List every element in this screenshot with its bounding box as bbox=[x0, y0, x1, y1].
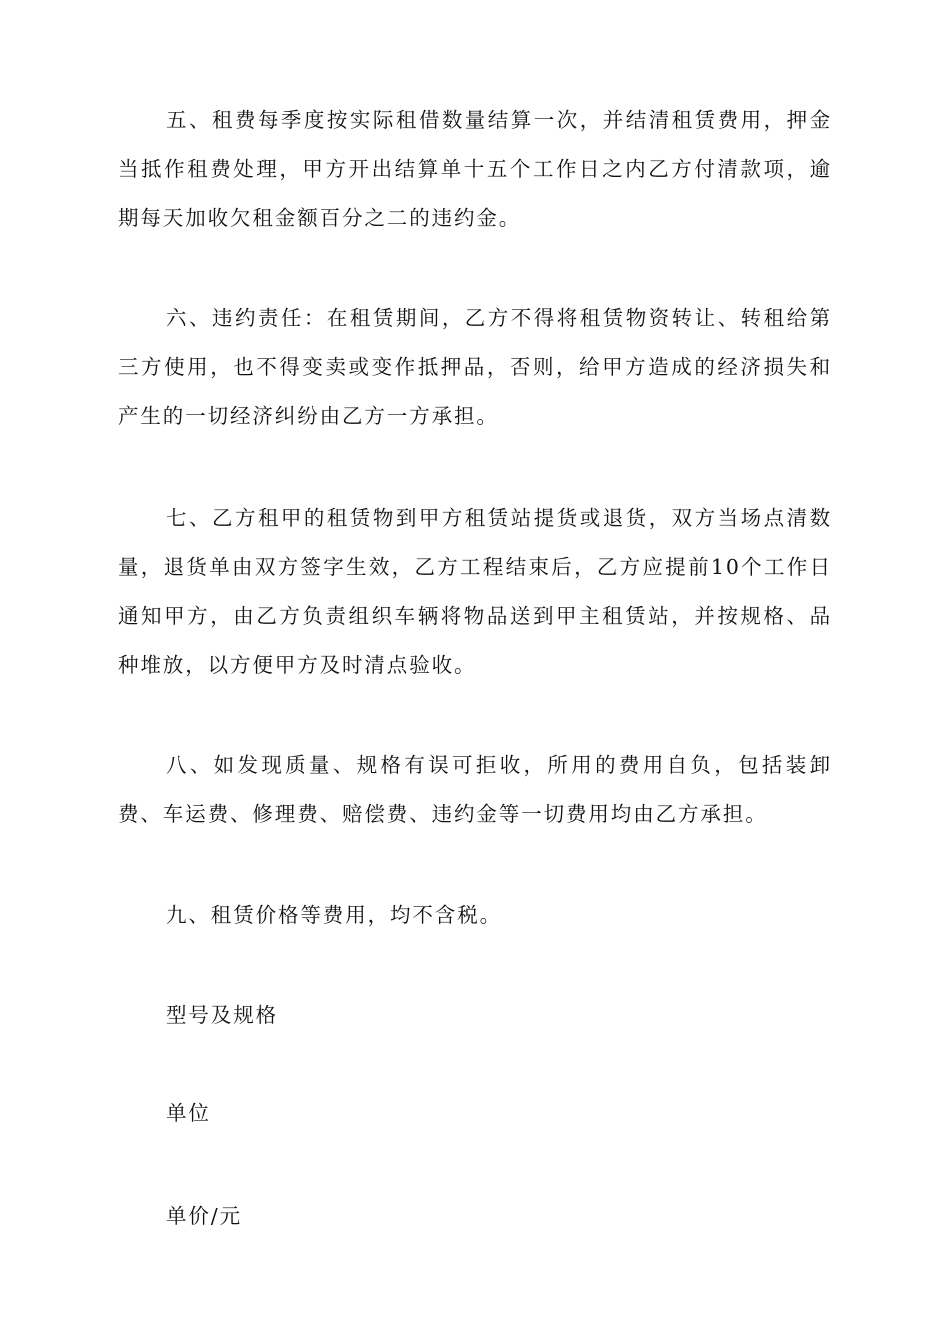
clause-7-paragraph: 七、乙方租甲的租赁物到甲方租赁站提货或退货，双方当场点清数量，退货单由双方签字生效，乙方工程结束后，乙方应提前10个工作日通知甲方，由乙方负责组织车辆将物品送到甲主租赁站，并按规格、品种堆放，以方便甲方及时清点验收。 bbox=[118, 506, 832, 677]
clause-9-paragraph: 九、租赁价格等费用，均不含税。 bbox=[166, 903, 502, 927]
model-spec-label: 型号及规格 bbox=[166, 1003, 278, 1027]
unit-price-label: 单价/元 bbox=[166, 1204, 243, 1228]
unit-label: 单位 bbox=[166, 1101, 211, 1125]
clause-5-paragraph: 五、租费每季度按实际租借数量结算一次，并结清租赁费用，押金当抵作租费处理，甲方开出结算单十五个工作日之内乙方付清款项，逾期每天加收欠租金额百分之二的违约金。 bbox=[118, 108, 832, 230]
clause-6-paragraph: 六、违约责任：在租赁期间，乙方不得将租赁物资转让、转租给第三方使用，也不得变卖或变作抵押品，否则，给甲方造成的经济损失和产生的一切经济纠纷由乙方一方承担。 bbox=[118, 306, 832, 428]
clause-8-paragraph: 八、如发现质量、规格有误可拒收，所用的费用自负，包括装卸费、车运费、修理费、赔偿费、违约金等一切费用均由乙方承担。 bbox=[118, 753, 832, 826]
